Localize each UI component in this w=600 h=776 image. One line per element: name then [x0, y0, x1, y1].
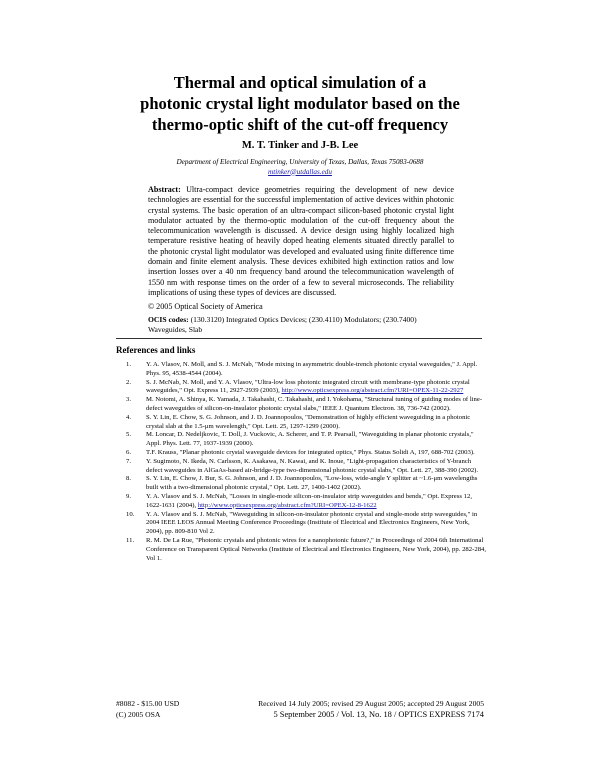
ocis-text: (130.3120) Integrated Optics Devices; (230.4110) Modulators; (230.7400) Waveguides, Slab: [148, 315, 417, 334]
references-list: [116, 361, 488, 563]
reference-number: 10.: [126, 510, 135, 518]
abstract-label: Abstract:: [148, 185, 181, 194]
abstract: [148, 185, 454, 298]
footer-left: [116, 698, 179, 720]
reference-text: Y. A. Vlasov, N. Moll, and S. J. McNab, "Mode mixing in asymmetric double-trench photonic crystal waveguides," J. Appl. Phys. 95, 4538-4544 (2004).: [146, 361, 478, 377]
reference-item: [116, 414, 488, 432]
reference-item: [116, 431, 488, 449]
reference-number: 9.: [126, 492, 132, 500]
reference-number: 4.: [126, 413, 132, 421]
reference-number: 6.: [126, 448, 132, 456]
reference-item: [116, 449, 488, 458]
reference-item: [116, 537, 488, 563]
footer-price: #8082 - $15.00 USD: [116, 699, 180, 708]
reference-number: 1.: [126, 361, 132, 368]
reference-link[interactable]: http://www.opticsexpress.org/abstract.cfm?URI=OPEX-11-22-2927: [281, 387, 464, 395]
reference-item: [116, 475, 488, 493]
reference-item: [116, 511, 488, 537]
reference-number: 7.: [126, 457, 132, 465]
reference-text: S. J. McNab, N. Moll, and Y. A. Vlasov, "Ultra-low loss photonic integrated circuit with membrane-type photonic crystal waveguides," Opt. Express 11, 2927-2939 (2003),: [146, 378, 470, 395]
reference-item: [116, 396, 488, 414]
reference-item: [116, 379, 488, 397]
reference-number: 5.: [126, 431, 132, 439]
reference-link[interactable]: http://www.opticsexpress.org/abstract.cfm?URI=OPEX-12-8-1622: [197, 501, 377, 509]
abstract-text: Ultra-compact device geometries requiring the development of new device technologies are essential for the successful implementation of active devices within photonic crystal systems. The basic operation of an ultra-compact silicon-based photonic crystal light modulator actuated by the thermo-optic modulation of the cut-off frequency about the telecommunication wavelength is discussed. A device design using highly localized high temperature resistive heating of heavily doped heating elements situated directly parallel to the photonic crystal light modulator was developed and evaluated using finite difference time domain and finite element analysis. These devices exhibited high extinction ratios and low insertion losses over a 40 nm frequency band around the telecommunication wavelength of 1550 nm with response times on the order of a few to several microseconds. The reliability implications of using these types of devices are discussed.: [148, 185, 454, 297]
reference-text: Y. A. Vlasov and S. J. McNab, "Losses in single-mode silicon-on-insulator strip waveguides and bends," Opt. Express 12, 1622-1631 (2004),: [146, 492, 472, 509]
reference-item: [116, 361, 488, 379]
footer-right: [240, 698, 484, 720]
reference-text: R. M. De La Rue, "Photonic crystals and photonic wires for a nanophotonic future?," in Proceedings of 2004 6th International Conference on Transparent Optical Networks (Institute of Electrical and Electronics Engineers, New York, 2004), pp. 282-284, Vol 1.: [146, 536, 487, 562]
reference-text: M. Notomi, A. Shinya, K. Yamada, J. Takahashi, C. Takahashi, and I. Yokohama, "Structural tuning of guiding modes of line-defect waveguides of silicon-on-insulator photonic crystal slabs," IEEE J. Quantum Electron. 38, 736-742 (2002).: [146, 396, 483, 412]
reference-number: 2.: [126, 378, 132, 386]
reference-number: 11.: [126, 536, 135, 544]
affiliation: Department of Electrical Engineering, University of Texas, Dallas, Texas 75083-0688: [176, 158, 424, 166]
reference-item: [116, 493, 488, 511]
affiliation-block: [0, 158, 600, 177]
copyright-notice: © 2005 Optical Society of America: [148, 302, 263, 311]
footer-citation: 5 September 2005 / Vol. 13, No. 18 / OPTICS EXPRESS 7174: [273, 710, 484, 719]
reference-text: M. Loncar, D. Nedeljkovic, T. Doll, J. Vuckovic, A. Scherer, and T. P. Pearsall, "Waveguiding in planar photonic crystals," Appl. Phys. Lett. 77, 1937-1939 (2000).: [146, 431, 474, 448]
authors: M. T. Tinker and J-B. Lee: [241, 140, 359, 151]
section-divider: [116, 338, 482, 339]
reference-text: Y. A. Vlasov and S. J. McNab, "Waveguiding in silicon-on-insulator photonic crystal and single-mode strip waveguides," in 2004 IEEE LEOS Annual Meeting Conference Proceedings (Institute of Electrical and Electronics Engineers, New York, 2004), pp. 809-810 Vol 2.: [146, 510, 478, 536]
reference-number: 8.: [126, 475, 132, 483]
reference-text: S. Y. Lin, E. Chow, S. G. Johnson, and J. D. Joannopoulos, "Demonstration of highly efficient waveguiding in a photonic crystal slab at the 1.5-μm wavelength," Opt. Lett. 25, 1297-1299 (2000).: [146, 413, 471, 430]
reference-number: 3.: [126, 396, 132, 404]
ocis-label: OCIS codes:: [148, 315, 189, 324]
reference-item: [116, 458, 488, 476]
email-link[interactable]: mtinker@utdallas.edu: [268, 167, 332, 176]
reference-text: Y. Sugimoto, N. Ikeda, N. Carlsson, K. Asakawa, N. Kawai, and K. Inoue, "Light-propagation characteristics of Y-branch defect waveguides in AlGaAs-based air-bridge-type two-dimensional photonic crystal slabs," Opt. Lett. 27, 388-390 (2002).: [146, 457, 479, 474]
reference-text: T.F. Krauss, "Planar photonic crystal waveguide devices for integrated optics," Phys. Status Solidi A, 197, 688-702 (2003).: [146, 448, 475, 456]
ocis-codes: [148, 315, 454, 335]
title-line: photonic crystal light modulator based on the: [140, 94, 460, 113]
title-line: thermo-optic shift of the cut-off frequency: [151, 115, 449, 134]
footer-copyright: (C) 2005 OSA: [116, 710, 161, 719]
title-line: Thermal and optical simulation of a: [173, 73, 427, 92]
reference-text: S. Y. Lin, E. Chow, J. Bur, S. G. Johnson, and J. D. Joannopoulos, "Low-loss, wide-angle Y splitter at ~1.6-μm wavelengths built with a two-dimensional photonic crystal," Opt. Lett. 27, 1400-1402 (2002).: [146, 475, 478, 492]
paper-title: [90, 72, 510, 135]
references-heading: References and links: [116, 345, 196, 355]
footer-dates: Received 14 July 2005; revised 29 August 2005; accepted 29 August 2005: [258, 699, 484, 708]
